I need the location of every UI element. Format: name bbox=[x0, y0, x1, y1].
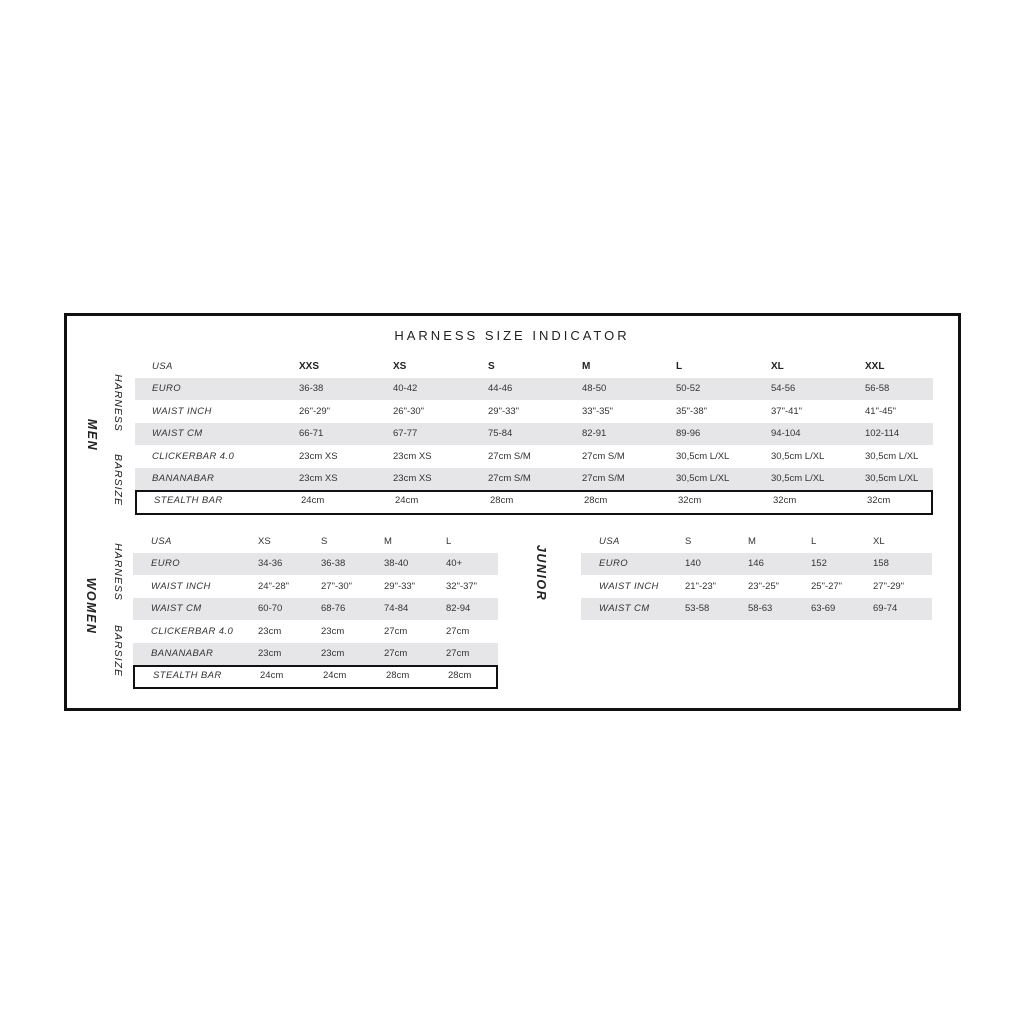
men-barsize-label: BARSIZE bbox=[112, 454, 124, 506]
table-cell: 27cm bbox=[446, 625, 470, 637]
table-cell: 146 bbox=[748, 558, 764, 570]
table-cell: 27"-30" bbox=[321, 580, 353, 592]
women-table-row bbox=[133, 620, 498, 643]
table-cell: 30,5cm L/XL bbox=[676, 450, 730, 462]
size-header-cell: S bbox=[685, 535, 692, 547]
table-cell: 27cm S/M bbox=[488, 450, 531, 462]
women-harness-label: HARNESS bbox=[112, 543, 124, 601]
table-cell: 66-71 bbox=[299, 428, 324, 440]
table-cell: 94-104 bbox=[771, 428, 801, 440]
junior-table-row bbox=[581, 530, 932, 553]
table-cell: 27cm S/M bbox=[582, 450, 625, 462]
table-cell: 24cm bbox=[395, 495, 419, 506]
women-table-row bbox=[133, 575, 498, 598]
table-cell: 58-63 bbox=[748, 603, 773, 615]
row-label: BANANABAR bbox=[152, 473, 215, 485]
row-label: EURO bbox=[599, 558, 629, 570]
table-cell: 23cm bbox=[258, 625, 282, 637]
women-table-row bbox=[133, 643, 498, 666]
size-header-cell: XXL bbox=[865, 360, 885, 372]
row-label: WAIST INCH bbox=[599, 580, 659, 592]
table-cell: 37"-41" bbox=[771, 405, 803, 417]
table-cell: 36-38 bbox=[321, 558, 346, 570]
table-cell: 23cm XS bbox=[299, 473, 338, 485]
table-cell: 30,5cm L/XL bbox=[865, 450, 919, 462]
table-cell: 27cm bbox=[384, 625, 408, 637]
size-header-cell: S bbox=[488, 360, 495, 372]
row-label: WAIST CM bbox=[599, 603, 650, 615]
table-cell: 140 bbox=[685, 558, 701, 570]
table-cell: 54-56 bbox=[771, 383, 796, 395]
size-header-cell: XXS bbox=[299, 360, 320, 372]
women-table-row bbox=[133, 665, 498, 689]
row-label: USA bbox=[152, 360, 173, 372]
table-cell: 40-42 bbox=[393, 383, 418, 395]
table-cell: 29"-33" bbox=[384, 580, 416, 592]
table-cell: 69-74 bbox=[873, 603, 898, 615]
men-harness-label: HARNESS bbox=[112, 374, 124, 432]
table-cell: 30,5cm L/XL bbox=[771, 450, 825, 462]
table-cell: 44-46 bbox=[488, 383, 513, 395]
size-header-cell: S bbox=[321, 535, 328, 547]
table-cell: 23cm bbox=[321, 625, 345, 637]
table-cell: 30,5cm L/XL bbox=[676, 473, 730, 485]
table-cell: 38-40 bbox=[384, 558, 409, 570]
men-table-row bbox=[135, 378, 933, 401]
table-cell: 27cm S/M bbox=[488, 473, 531, 485]
men-table-row bbox=[135, 445, 933, 468]
chart-title: HARNESS SIZE INDICATOR bbox=[394, 328, 630, 343]
table-cell: 30,5cm L/XL bbox=[771, 473, 825, 485]
table-cell: 50-52 bbox=[676, 383, 701, 395]
table-cell: 23cm XS bbox=[393, 473, 432, 485]
row-label: WAIST CM bbox=[152, 428, 203, 440]
table-cell: 27cm bbox=[384, 648, 408, 660]
row-label: STEALTH BAR bbox=[153, 669, 222, 681]
table-cell: 60-70 bbox=[258, 603, 283, 615]
size-header-cell: XS bbox=[393, 360, 407, 372]
junior-table-row bbox=[581, 598, 932, 621]
table-cell: 24cm bbox=[301, 495, 325, 506]
junior-label: JUNIOR bbox=[534, 544, 548, 602]
row-label: USA bbox=[151, 535, 172, 547]
men-table-row bbox=[135, 355, 933, 378]
table-cell: 23cm XS bbox=[299, 450, 338, 462]
row-label: USA bbox=[599, 535, 620, 547]
table-cell: 29"-33" bbox=[488, 405, 520, 417]
table-cell: 23cm XS bbox=[393, 450, 432, 462]
table-cell: 32"-37" bbox=[446, 580, 478, 592]
table-cell: 40+ bbox=[446, 558, 463, 570]
table-cell: 67-77 bbox=[393, 428, 418, 440]
table-cell: 27cm S/M bbox=[582, 473, 625, 485]
table-cell: 27cm bbox=[446, 648, 470, 660]
table-cell: 28cm bbox=[386, 669, 410, 681]
table-cell: 33"-35" bbox=[582, 405, 614, 417]
size-header-cell: L bbox=[811, 535, 817, 547]
size-header-cell: L bbox=[676, 360, 683, 372]
row-label: EURO bbox=[151, 558, 181, 570]
row-label: WAIST INCH bbox=[152, 405, 212, 417]
size-header-cell: M bbox=[748, 535, 756, 547]
table-cell: 28cm bbox=[584, 495, 608, 506]
table-cell: 82-91 bbox=[582, 428, 607, 440]
women-table-row bbox=[133, 530, 498, 553]
table-cell: 32cm bbox=[867, 495, 891, 506]
table-cell: 41"-45" bbox=[865, 405, 897, 417]
table-cell: 23cm bbox=[321, 648, 345, 660]
table-cell: 158 bbox=[873, 558, 889, 570]
table-cell: 74-84 bbox=[384, 603, 409, 615]
table-cell: 75-84 bbox=[488, 428, 513, 440]
table-cell: 35"-38" bbox=[676, 405, 708, 417]
table-cell: 28cm bbox=[448, 669, 472, 681]
size-header-cell: M bbox=[384, 535, 392, 547]
men-table-row bbox=[135, 400, 933, 423]
men-table-row bbox=[135, 423, 933, 446]
size-header-cell: L bbox=[446, 535, 452, 547]
row-label: STEALTH BAR bbox=[154, 495, 223, 506]
row-label: CLICKERBAR 4.0 bbox=[151, 625, 234, 637]
size-header-cell: XL bbox=[771, 360, 784, 372]
table-cell: 24cm bbox=[260, 669, 284, 681]
table-cell: 28cm bbox=[490, 495, 514, 506]
size-header-cell: XL bbox=[873, 535, 885, 547]
men-label: MEN bbox=[85, 418, 99, 452]
men-table-row bbox=[135, 468, 933, 491]
table-cell: 26"-30" bbox=[393, 405, 425, 417]
table-cell: 48-50 bbox=[582, 383, 607, 395]
table-cell: 152 bbox=[811, 558, 827, 570]
women-label: WOMEN bbox=[84, 577, 98, 635]
table-cell: 89-96 bbox=[676, 428, 701, 440]
table-cell: 21"-23" bbox=[685, 580, 717, 592]
table-cell: 56-58 bbox=[865, 383, 890, 395]
table-cell: 82-94 bbox=[446, 603, 471, 615]
table-cell: 25"-27" bbox=[811, 580, 843, 592]
table-cell: 63-69 bbox=[811, 603, 836, 615]
junior-table-row bbox=[581, 575, 932, 598]
row-label: EURO bbox=[152, 383, 182, 395]
junior-table-row bbox=[581, 553, 932, 576]
table-cell: 32cm bbox=[773, 495, 797, 506]
table-cell: 32cm bbox=[678, 495, 702, 506]
women-table-row bbox=[133, 553, 498, 576]
women-barsize-label: BARSIZE bbox=[112, 625, 124, 677]
row-label: WAIST CM bbox=[151, 603, 202, 615]
table-cell: 24"-28" bbox=[258, 580, 290, 592]
table-cell: 26"-29" bbox=[299, 405, 331, 417]
table-cell: 27"-29" bbox=[873, 580, 905, 592]
table-cell: 23"-25" bbox=[748, 580, 780, 592]
table-cell: 53-58 bbox=[685, 603, 710, 615]
table-cell: 34-36 bbox=[258, 558, 283, 570]
table-cell: 68-76 bbox=[321, 603, 346, 615]
men-table-row bbox=[135, 490, 933, 515]
women-table-row bbox=[133, 598, 498, 621]
row-label: WAIST INCH bbox=[151, 580, 211, 592]
row-label: BANANABAR bbox=[151, 648, 214, 660]
table-cell: 23cm bbox=[258, 648, 282, 660]
table-cell: 30,5cm L/XL bbox=[865, 473, 919, 485]
size-header-cell: XS bbox=[258, 535, 271, 547]
table-cell: 24cm bbox=[323, 669, 347, 681]
size-header-cell: M bbox=[582, 360, 591, 372]
row-label: CLICKERBAR 4.0 bbox=[152, 450, 235, 462]
table-cell: 36-38 bbox=[299, 383, 324, 395]
table-cell: 102-114 bbox=[865, 428, 900, 440]
